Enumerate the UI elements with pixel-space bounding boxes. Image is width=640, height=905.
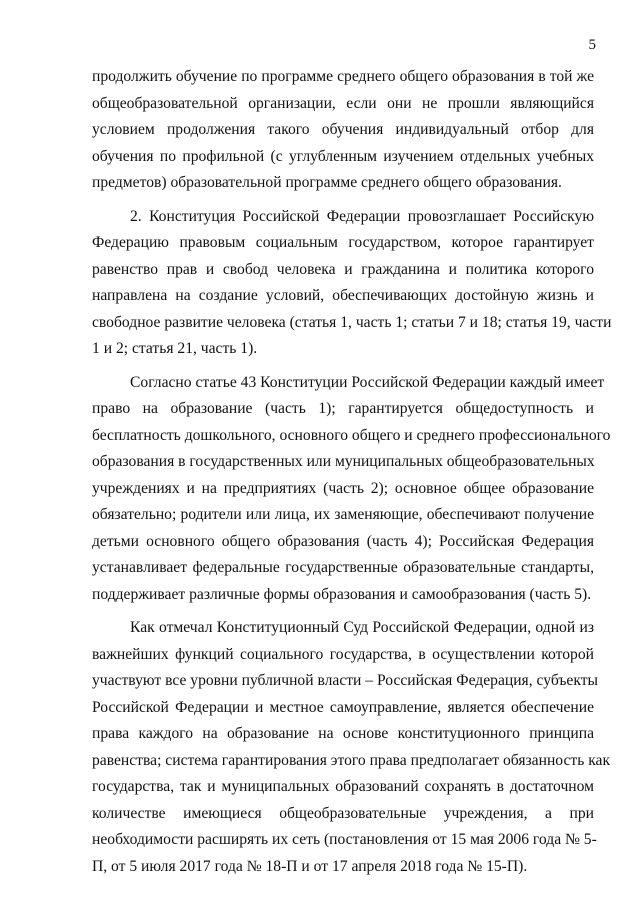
text-line: Как отмечал Конституционный Суд Российской Федерации, одной из bbox=[130, 619, 594, 636]
text-line: устанавливает федеральные государственные образовательные стандарты, bbox=[92, 559, 594, 576]
text-line: необходимости расширять их сеть (постановления от 15 мая 2006 года № 5- bbox=[92, 831, 597, 848]
text-line: участвуют все уровни публичной власти – Российская Федерация, субъекты bbox=[92, 672, 599, 689]
text-line: равенства; система гарантирования этого права предполагает обязанность как bbox=[92, 751, 611, 769]
paragraph-3 bbox=[92, 370, 611, 609]
text-line: Российской Федерации и местное самоуправление, является обеспечение bbox=[92, 698, 594, 716]
text-line: количестве имеющиеся общеобразовательные учреждения, а при bbox=[92, 804, 594, 822]
text-line: направлена на создание условий, обеспечивающих достойную жизнь и bbox=[92, 287, 594, 304]
text-line: Федерацию правовым социальным государством, которое гарантирует bbox=[92, 234, 594, 251]
paragraph-2 bbox=[92, 204, 612, 363]
text-line: образования в государственных или муниципальных общеобразовательных bbox=[92, 453, 595, 470]
text-line: общеобразовательной организации, если они не прошли являющийся bbox=[92, 94, 594, 112]
text-line: учреждениях и на предприятиях (часть 2); основное общее образование bbox=[92, 479, 594, 497]
text-line: важнейших функций социального государства, в осуществлении которой bbox=[92, 645, 594, 663]
paragraph-4 bbox=[92, 615, 611, 880]
text-line: бесплатность дошкольного, основного общего и среднего профессионального bbox=[92, 426, 611, 444]
text-line: обучения по профильной (с углубленным изучением отдельных учебных bbox=[92, 147, 594, 165]
page-number: 5 bbox=[588, 37, 596, 53]
paragraph-1 bbox=[92, 64, 594, 197]
text-line: поддерживает различные формы образования и самообразования (часть 5). bbox=[92, 585, 592, 603]
document-body bbox=[92, 64, 612, 880]
text-line: права каждого на образование на основе конституционного принципа bbox=[92, 725, 594, 742]
text-line: право на образование (часть 1); гарантируется общедоступность и bbox=[92, 400, 594, 417]
text-line: продолжить обучение по программе среднего общего образования в той же bbox=[92, 68, 594, 85]
text-line: Согласно статье 43 Конституции Российской Федерации каждый имеет bbox=[130, 373, 605, 391]
text-line: государства, так и муниципальных образований сохранять в достаточном bbox=[92, 778, 594, 795]
text-line: обязательно; родители или лица, их заменяющие, обеспечивают получение bbox=[92, 506, 594, 523]
text-line: условием продолжения такого обучения индивидуальный отбор для bbox=[92, 121, 594, 138]
text-line: свободное развитие человека (статья 1, часть 1; статьи 7 и 18; статья 19, части bbox=[92, 313, 612, 331]
text-line: равенство прав и свобод человека и гражданина и политика которого bbox=[92, 260, 594, 278]
text-line: предметов) образовательной программе среднего общего образования. bbox=[92, 174, 562, 191]
text-line: 2. Конституция Российской Федерации провозглашает Российскую bbox=[130, 207, 594, 225]
text-line: П, от 5 июля 2017 года № 18-П и от 17 апреля 2018 года № 15-П). bbox=[92, 857, 528, 875]
text-line: 1 и 2; статья 21, часть 1). bbox=[92, 340, 258, 357]
text-line: детьми основного общего образования (часть 4); Российская Федерация bbox=[92, 532, 594, 550]
